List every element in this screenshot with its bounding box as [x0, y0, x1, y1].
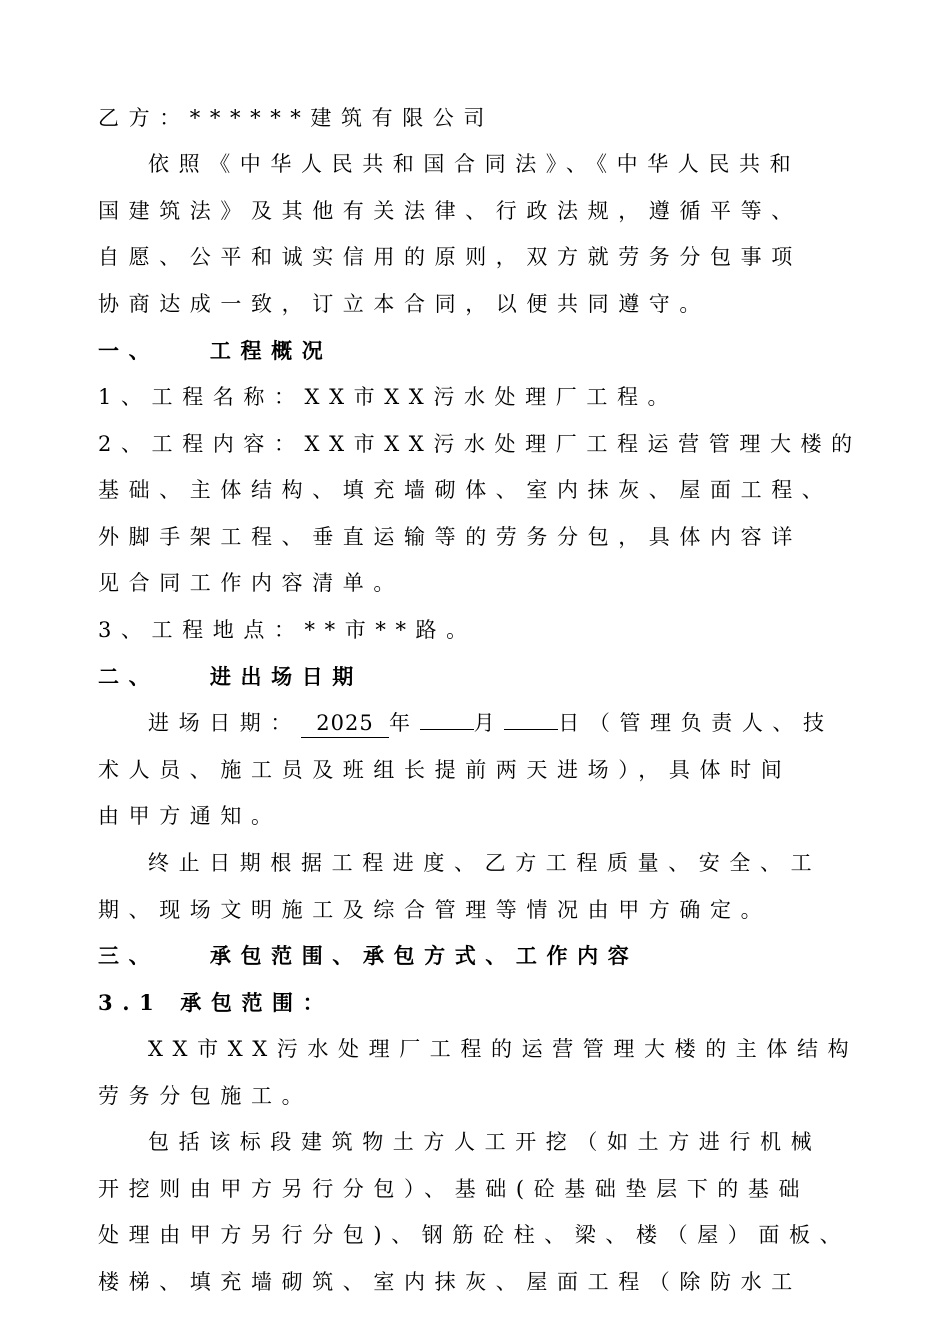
- end-date-line-2: 期、现场文明施工及综合管理等情况由甲方确定。: [98, 898, 772, 922]
- entry-month-field: [420, 729, 474, 730]
- include-line-1: 包括该标段建筑物土方人工开挖（如土方进行机械: [148, 1130, 822, 1154]
- end-date-line-1: 终止日期根据工程进度、乙方工程质量、安全、工: [148, 851, 822, 875]
- section-1-item-1: 1、工程名称：XX市XX污水处理厂工程。: [98, 385, 679, 409]
- section-1-item-2: 2、工程内容：XX市XX污水处理厂工程运营管理大楼的: [98, 432, 862, 456]
- month-unit: 月: [473, 711, 505, 735]
- preamble-line-3: 自愿、公平和诚实信用的原则，双方就劳务分包事项: [98, 245, 802, 269]
- section-3-heading: 三、 承包范围、承包方式、工作内容: [98, 943, 639, 968]
- entry-date-line: [148, 709, 878, 738]
- entry-date-cont-2: 由甲方通知。: [98, 804, 282, 828]
- preamble-line-2: 国建筑法》及其他有关法律、行政法规，遵循平等、: [98, 199, 802, 223]
- include-line-3: 处理由甲方另行分包)、钢筋砼柱、梁、楼（屋）面板、: [98, 1223, 851, 1247]
- section-1-heading: 一、 工程概况: [98, 338, 333, 363]
- entry-day-field: [504, 729, 558, 730]
- section-1-item-2-cont-2: 外脚手架工程、垂直运输等的劳务分包，具体内容详: [98, 525, 802, 549]
- entry-date-cont-1: 术人员、施工员及班组长提前两天进场），具体时间: [98, 758, 792, 782]
- section-1-item-2-cont-1: 基础、主体结构、填充墙砌体、室内抹灰、屋面工程、: [98, 478, 833, 502]
- year-unit: 年: [389, 711, 420, 735]
- include-line-4: 楼梯、填充墙砌筑、室内抹灰、屋面工程（除防水工: [98, 1270, 802, 1294]
- section-2-heading: 二、 进出场日期: [98, 664, 363, 689]
- preamble-line-1: 依照《中华人民共和国合同法》、《中华人民共和: [148, 152, 801, 176]
- entry-date-rest: 日（管理负责人、技: [558, 711, 834, 735]
- scope-line-1: XX市XX污水处理厂工程的运营管理大楼的主体结构: [148, 1037, 859, 1061]
- section-3-1-heading: 3.1 承包范围：: [98, 990, 334, 1015]
- party-b-line: 乙方：******建筑有限公司: [98, 106, 494, 130]
- include-line-2: 开挖则由甲方另行分包）、基础(砼基础垫层下的基础: [98, 1177, 810, 1201]
- section-1-item-2-cont-3: 见合同工作内容清单。: [98, 571, 404, 595]
- scope-line-2: 劳务分包施工。: [98, 1084, 313, 1108]
- preamble-line-4: 协商达成一致，订立本合同，以便共同遵守。: [98, 292, 710, 316]
- entry-year-field: 2025: [301, 709, 389, 738]
- section-1-item-3: 3、工程地点：**市**路。: [98, 618, 477, 642]
- entry-date-prefix: 进场日期：: [148, 711, 301, 735]
